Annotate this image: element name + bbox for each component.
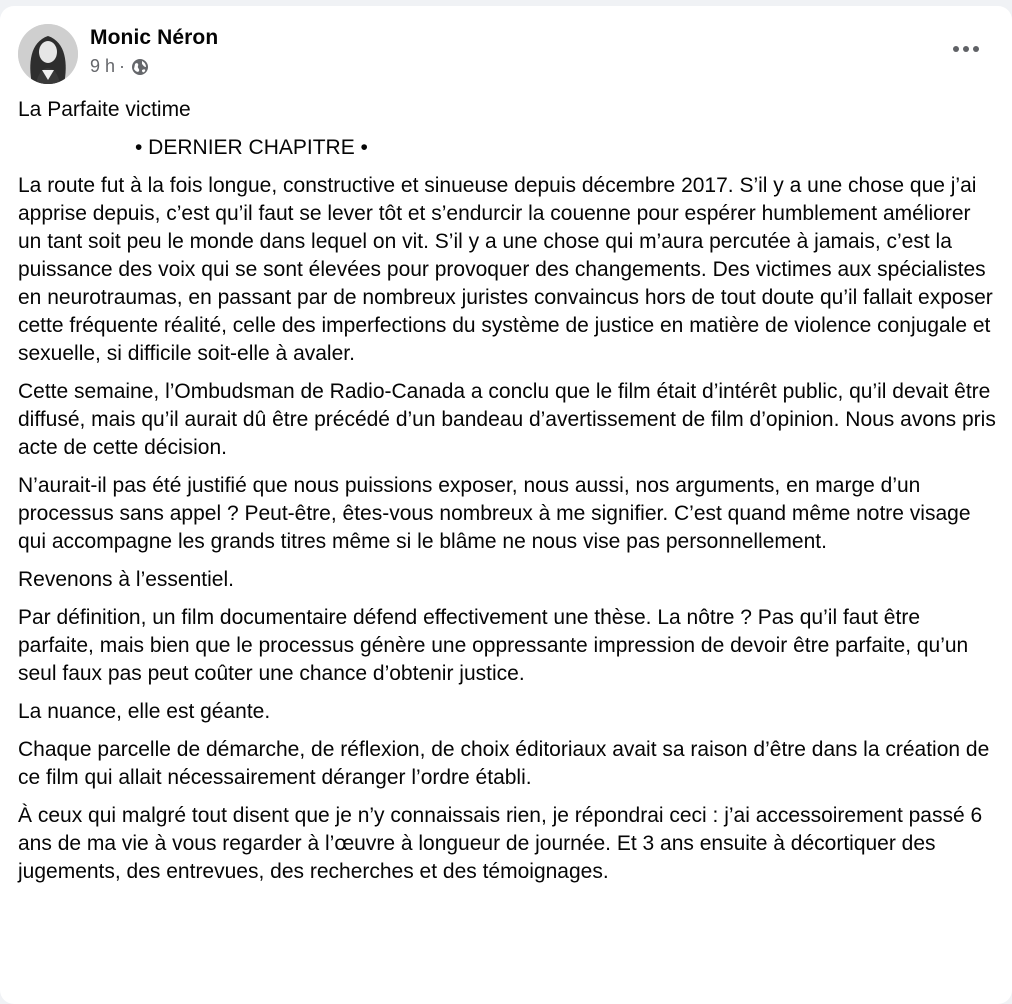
chapter-heading: • DERNIER CHAPITRE • xyxy=(135,136,368,159)
post-title: La Parfaite victime xyxy=(18,98,191,121)
more-options-icon xyxy=(953,46,959,52)
more-options-icon xyxy=(963,46,969,52)
post-paragraph: Cette semaine, l’Ombudsman de Radio-Canada a conclu que le film était d’intérêt public, qu’il devait être diffusé, mais qu’il aurait dû être précédé d’un bandeau d’avertissement de film d’opinion. Nous avons pris acte de cette décision. xyxy=(18,380,996,459)
post-paragraph: Par définition, un film documentaire défend effectivement une thèse. La nôtre ? Pas qu’il faut être parfaite, mais bien que le processus génère une oppressante impression de devoir être parfaite, qu’un seul faux pas peut coûter une chance d’obtenir justice. xyxy=(18,606,969,685)
post-timestamp[interactable]: 9 h xyxy=(90,56,116,76)
post-paragraph: N’aurait-il pas été justifié que nous puissions exposer, nous aussi, nos arguments, en marge d’un processus sans appel ? Peut-être, êtes-vous nombreux à me signifier. C’est quand même notre visage qui accompagne les grands titres même si le blâme ne nous vise pas personnellement. xyxy=(18,474,971,553)
more-options-button[interactable] xyxy=(946,34,986,64)
post-meta xyxy=(90,56,149,77)
globe-icon[interactable] xyxy=(131,58,149,76)
author-name[interactable]: Monic Néron xyxy=(90,26,219,49)
post-paragraph: À ceux qui malgré tout disent que je n’y connaissais rien, je répondrai ceci : j’ai accessoirement passé 6 ans de ma vie à vous regarder à l’œuvre à longueur de journée. Et 3 ans ensuite à décortiquer des jugements, des entrevues, des recherches et des témoignages. xyxy=(18,804,983,883)
post-paragraph: La route fut à la fois longue, constructive et sinueuse depuis décembre 2017. S’il y a une chose que j’ai apprise depuis, c’est qu’il faut se lever tôt et s’endurcir la couenne pour espérer humblement améliorer un tant soit peu le monde dans lequel on vit. S’il y a une chose qui m’aura percutée à jamais, c’est la puissance des voix qui se sont élevées pour provoquer des changements. Des victimes aux spécialistes en neurotraumas, en passant par de nombreux juristes convaincus hors de tout doute qu’il fallait exposer cette fréquente réalité, celle des imperfections du système de justice en matière de violence conjugale et sexuelle, si difficile soit-elle à avaler. xyxy=(18,174,993,365)
post-paragraph: La nuance, elle est géante. xyxy=(18,700,271,723)
post-card xyxy=(0,6,1012,1004)
meta-separator: · xyxy=(119,56,126,76)
post-header xyxy=(18,24,994,84)
post-paragraph: Revenons à l’essentiel. xyxy=(18,568,234,591)
avatar-photo-icon xyxy=(18,24,78,84)
post-paragraph: Chaque parcelle de démarche, de réflexion, de choix éditoriaux avait sa raison d’être dans la création de ce film qui allait nécessairement déranger l’ordre établi. xyxy=(18,738,990,789)
more-options-icon xyxy=(973,46,979,52)
post-content xyxy=(18,96,998,896)
avatar[interactable] xyxy=(18,24,78,84)
